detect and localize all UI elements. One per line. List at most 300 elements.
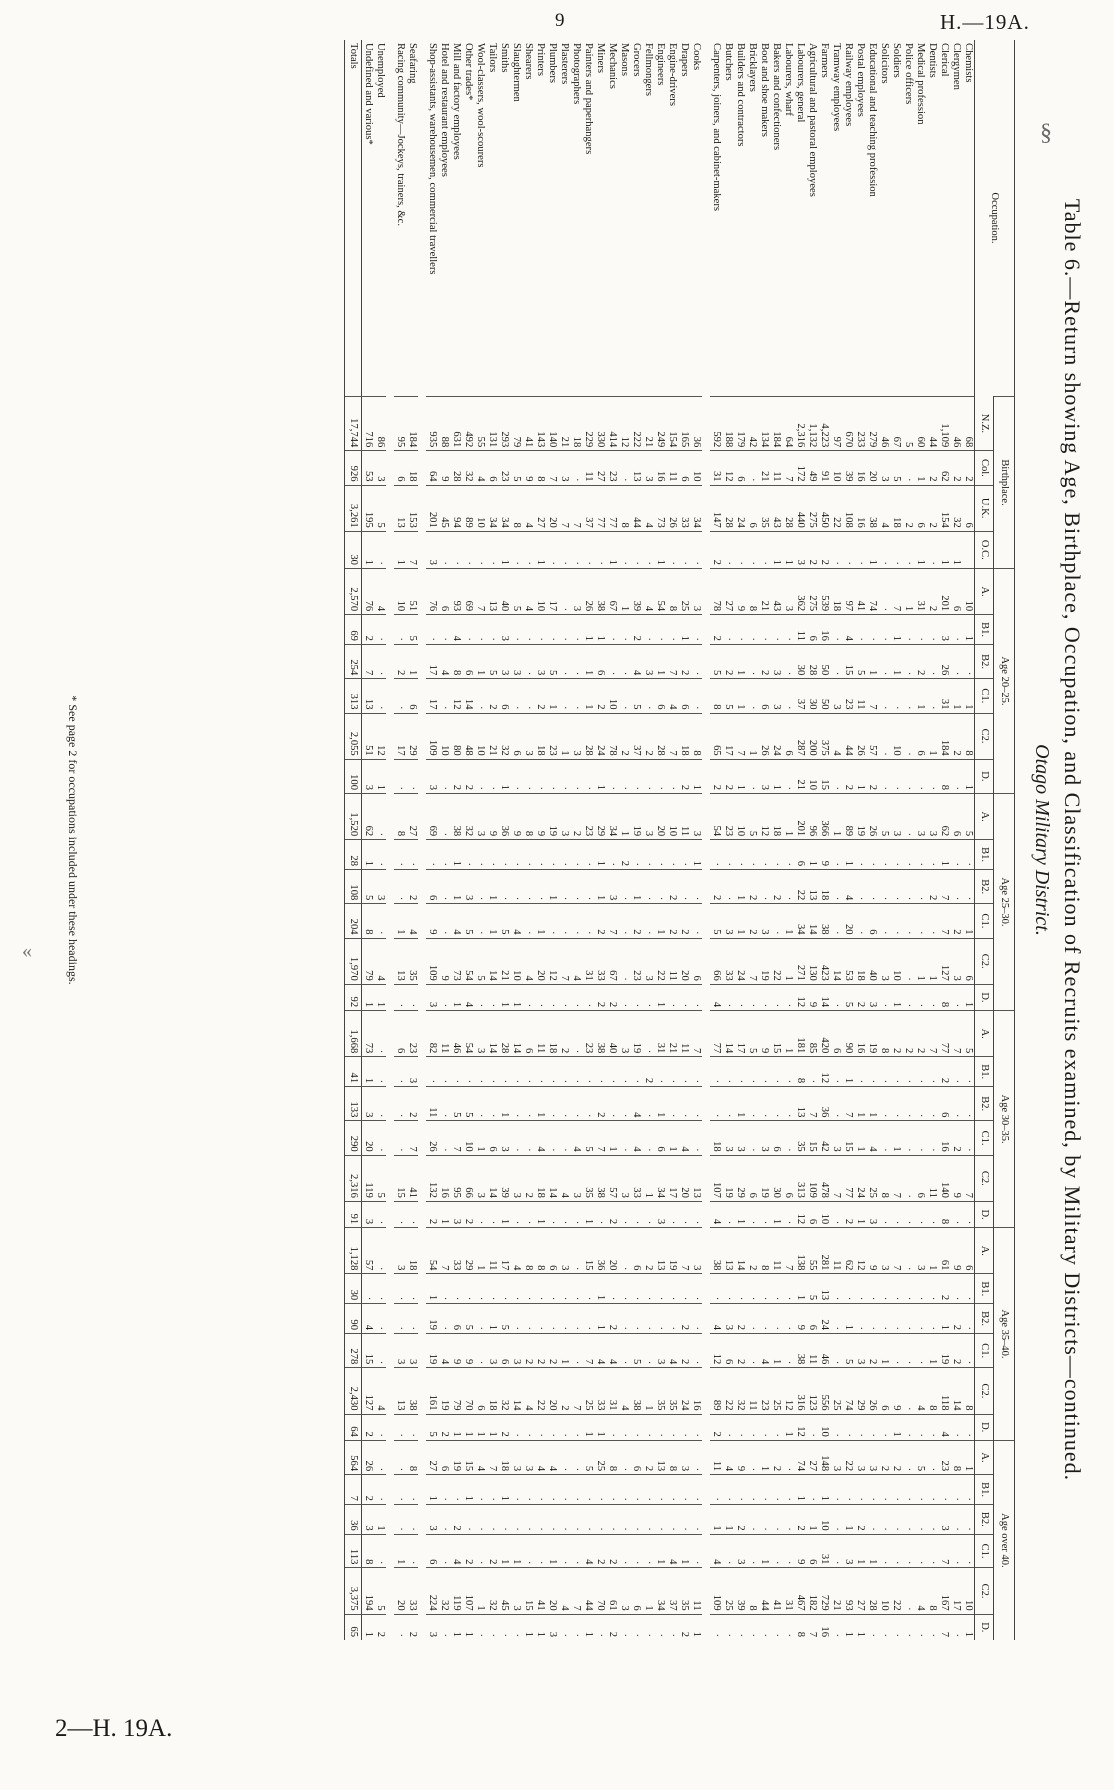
value-cell: 313 bbox=[794, 1155, 806, 1201]
total-cell: 254 bbox=[345, 644, 362, 678]
value-cell: 1 bbox=[690, 1614, 702, 1640]
value-cell: 6 bbox=[866, 904, 878, 938]
value-cell: 13 bbox=[654, 1228, 666, 1274]
value-cell: 3 bbox=[722, 904, 734, 938]
occupation-cell: Clerical bbox=[939, 43, 950, 77]
value-cell: · bbox=[450, 1475, 462, 1505]
value-cell: 5 bbox=[510, 451, 522, 485]
value-cell: 64 bbox=[426, 451, 438, 485]
value-cell: · bbox=[522, 1274, 534, 1304]
value-cell: 6 bbox=[878, 1368, 890, 1414]
value-cell: · bbox=[782, 679, 794, 713]
value-cell: 16 bbox=[854, 485, 866, 531]
occupation-cell: Medical profession bbox=[915, 43, 926, 125]
value-cell: · bbox=[690, 1304, 702, 1334]
value-cell: · bbox=[890, 1475, 902, 1505]
value-cell: · bbox=[666, 1274, 678, 1304]
value-cell: 7 bbox=[890, 568, 902, 614]
value-cell: · bbox=[878, 1057, 890, 1087]
value-cell: 1 bbox=[734, 644, 746, 678]
value-cell: 1 bbox=[854, 1201, 866, 1227]
value-cell: 90 bbox=[842, 1011, 854, 1057]
value-cell: · bbox=[722, 1057, 734, 1087]
value-cell: · bbox=[630, 984, 642, 1010]
value-cell: 9 bbox=[438, 938, 450, 984]
value-cell: · bbox=[642, 1274, 654, 1304]
value-cell: · bbox=[570, 451, 582, 485]
value-cell: 1 bbox=[890, 1414, 902, 1440]
value-cell: 54 bbox=[426, 1228, 438, 1274]
value-cell: 22 bbox=[534, 1368, 546, 1414]
value-cell: 6 bbox=[962, 1228, 975, 1274]
value-cell: · bbox=[830, 984, 842, 1010]
value-cell: 21 bbox=[758, 451, 770, 485]
value-cell: 9 bbox=[890, 1368, 902, 1414]
value-cell: · bbox=[438, 1504, 450, 1534]
value-cell: · bbox=[890, 1534, 902, 1568]
value-cell: 31 bbox=[818, 1534, 830, 1568]
value-cell: 184 bbox=[938, 713, 950, 759]
occupation-header: Occupation. bbox=[975, 40, 1015, 397]
value-cell: 9 bbox=[794, 1534, 806, 1568]
value-cell: 29 bbox=[462, 1228, 474, 1274]
value-cell: 3 bbox=[486, 1334, 498, 1368]
value-cell: · bbox=[546, 984, 558, 1010]
value-cell: · bbox=[902, 1228, 914, 1274]
value-cell: · bbox=[926, 759, 938, 793]
value-cell: 1 bbox=[498, 1475, 510, 1505]
value-cell: · bbox=[902, 870, 914, 904]
value-cell: 1 bbox=[854, 1614, 866, 1640]
total-cell: 1,970 bbox=[345, 938, 362, 984]
value-cell: · bbox=[666, 840, 678, 870]
value-cell: 3 bbox=[758, 759, 770, 793]
value-cell: · bbox=[782, 615, 794, 645]
value-cell: 3 bbox=[758, 904, 770, 938]
total-cell: 2,316 bbox=[345, 1155, 362, 1201]
value-cell: 271 bbox=[794, 938, 806, 984]
value-cell: 5 bbox=[582, 1121, 594, 1155]
table-row bbox=[782, 40, 794, 1640]
value-cell: 11 bbox=[486, 1228, 498, 1274]
value-cell: 3 bbox=[510, 1334, 522, 1368]
value-cell: · bbox=[678, 840, 690, 870]
value-cell: 22 bbox=[654, 938, 666, 984]
value-cell: 2 bbox=[486, 1534, 498, 1568]
value-cell: · bbox=[394, 840, 406, 870]
value-cell: 3 bbox=[362, 759, 375, 793]
value-cell: 2 bbox=[374, 1614, 386, 1640]
value-cell: 5 bbox=[962, 1011, 975, 1057]
value-cell: 3 bbox=[498, 615, 510, 645]
value-cell: · bbox=[902, 1057, 914, 1087]
value-cell: 4 bbox=[666, 679, 678, 713]
value-cell: 184 bbox=[770, 397, 782, 451]
value-cell: 13 bbox=[794, 1087, 806, 1121]
value-cell: 19 bbox=[546, 794, 558, 840]
value-cell: · bbox=[474, 1201, 486, 1227]
occupation-cell: Seafaring bbox=[407, 43, 418, 84]
value-cell: 14 bbox=[950, 1368, 962, 1414]
value-cell: · bbox=[642, 531, 654, 568]
value-cell: · bbox=[950, 840, 962, 870]
value-cell: · bbox=[642, 1201, 654, 1227]
value-cell: 375 bbox=[818, 713, 830, 759]
value-cell: 2 bbox=[678, 1334, 690, 1368]
total-cell: 64 bbox=[345, 1414, 362, 1440]
value-cell: 330 bbox=[594, 397, 606, 451]
total-cell: 28 bbox=[345, 840, 362, 870]
value-cell: · bbox=[510, 1087, 522, 1121]
value-cell: · bbox=[914, 1614, 926, 1640]
value-cell: 4 bbox=[558, 1568, 570, 1614]
value-cell: 7 bbox=[606, 904, 618, 938]
value-cell: 7 bbox=[690, 1011, 702, 1057]
value-cell: 18 bbox=[818, 870, 830, 904]
totals-row bbox=[345, 40, 362, 1640]
value-cell: 67 bbox=[606, 568, 618, 614]
value-cell: 3 bbox=[426, 1504, 438, 1534]
value-cell: · bbox=[558, 679, 570, 713]
value-cell: · bbox=[522, 1121, 534, 1155]
value-cell: 5 bbox=[710, 644, 722, 678]
value-cell: · bbox=[902, 1475, 914, 1505]
value-cell: 4 bbox=[710, 1304, 722, 1334]
class-col-header: C2. bbox=[975, 713, 994, 759]
value-cell: · bbox=[902, 1304, 914, 1334]
value-cell: 19 bbox=[866, 1011, 878, 1057]
value-cell: 6 bbox=[782, 713, 794, 759]
value-cell: 201 bbox=[938, 568, 950, 614]
birthplace-col-header: U.K. bbox=[975, 485, 994, 531]
value-cell: 275 bbox=[806, 568, 818, 614]
value-cell: 118 bbox=[938, 1368, 950, 1414]
value-cell: 2 bbox=[794, 1504, 806, 1534]
value-cell: 2 bbox=[606, 1304, 618, 1334]
value-cell: 2 bbox=[842, 1201, 854, 1227]
value-cell: · bbox=[630, 1201, 642, 1227]
value-cell: 2 bbox=[522, 1334, 534, 1368]
value-cell: · bbox=[830, 1475, 842, 1505]
value-cell: 108 bbox=[842, 485, 854, 531]
value-cell: 8 bbox=[938, 759, 950, 793]
class-col-header: B1. bbox=[975, 840, 994, 870]
value-cell: · bbox=[914, 1121, 926, 1155]
value-cell: · bbox=[462, 1504, 474, 1534]
total-cell: 69 bbox=[345, 615, 362, 645]
value-cell: 5 bbox=[462, 1304, 474, 1334]
value-cell: 1 bbox=[654, 531, 666, 568]
value-cell: · bbox=[758, 1087, 770, 1121]
value-cell: · bbox=[678, 1274, 690, 1304]
occupation-cell: Tramway employees bbox=[831, 43, 842, 132]
value-cell: · bbox=[570, 1475, 582, 1505]
value-cell: 2 bbox=[606, 1201, 618, 1227]
value-cell: · bbox=[666, 1614, 678, 1640]
value-cell: 13 bbox=[806, 870, 818, 904]
row-gap bbox=[702, 40, 710, 1640]
value-cell: 3 bbox=[722, 1304, 734, 1334]
value-cell: 10 bbox=[438, 713, 450, 759]
value-cell: 3 bbox=[722, 1121, 734, 1155]
class-col-header: A. bbox=[975, 794, 994, 840]
value-cell: 32 bbox=[486, 1568, 498, 1614]
value-cell: · bbox=[438, 870, 450, 904]
value-cell: 195 bbox=[362, 485, 375, 531]
value-cell: · bbox=[546, 840, 558, 870]
value-cell: · bbox=[770, 1414, 782, 1440]
value-cell: 1 bbox=[394, 531, 406, 568]
value-cell: · bbox=[642, 1011, 654, 1057]
value-cell: 7 bbox=[594, 1121, 606, 1155]
value-cell: 6 bbox=[962, 485, 975, 531]
value-cell: 62 bbox=[362, 794, 375, 840]
value-cell: 19 bbox=[438, 1368, 450, 1414]
value-cell: · bbox=[438, 840, 450, 870]
value-cell: · bbox=[558, 1201, 570, 1227]
value-cell: · bbox=[782, 1274, 794, 1304]
value-cell: 15 bbox=[362, 1334, 375, 1368]
value-cell: 1 bbox=[450, 870, 462, 904]
value-cell: 60 bbox=[914, 397, 926, 451]
value-cell: 6 bbox=[630, 1568, 642, 1614]
value-cell: 45 bbox=[498, 1568, 510, 1614]
value-cell: 5 bbox=[902, 397, 914, 451]
value-cell: 14 bbox=[830, 938, 842, 984]
value-cell: · bbox=[606, 1274, 618, 1304]
total-cell: 1,520 bbox=[345, 794, 362, 840]
value-cell: · bbox=[474, 1334, 486, 1368]
value-cell: 1 bbox=[806, 840, 818, 870]
value-cell: 19 bbox=[854, 794, 866, 840]
value-cell: 1 bbox=[914, 531, 926, 568]
value-cell: 1 bbox=[962, 904, 975, 938]
value-cell: 14 bbox=[462, 679, 474, 713]
value-cell: 9 bbox=[426, 904, 438, 938]
value-cell: 2 bbox=[462, 1201, 474, 1227]
value-cell: · bbox=[582, 840, 594, 870]
value-cell: 1 bbox=[426, 1475, 438, 1505]
value-cell: · bbox=[406, 1414, 418, 1440]
value-cell: · bbox=[618, 1475, 630, 1505]
value-cell: · bbox=[462, 531, 474, 568]
value-cell: · bbox=[866, 615, 878, 645]
value-cell: 6 bbox=[630, 1228, 642, 1274]
value-cell: · bbox=[806, 1057, 818, 1087]
value-cell: 15 bbox=[842, 644, 854, 678]
value-cell: 1 bbox=[394, 904, 406, 938]
value-cell: 3 bbox=[498, 1121, 510, 1155]
value-cell: · bbox=[582, 1087, 594, 1121]
value-cell: 79 bbox=[362, 938, 375, 984]
value-cell: 3 bbox=[926, 794, 938, 840]
value-cell: 109 bbox=[426, 713, 438, 759]
value-cell: 1 bbox=[618, 794, 630, 840]
value-cell: 1 bbox=[782, 794, 794, 840]
value-cell: · bbox=[462, 615, 474, 645]
value-cell: · bbox=[570, 1274, 582, 1304]
value-cell: 18 bbox=[890, 485, 902, 531]
value-cell: 716 bbox=[362, 397, 375, 451]
value-cell: 4 bbox=[522, 1368, 534, 1414]
value-cell: · bbox=[890, 1274, 902, 1304]
class-col-header: D. bbox=[975, 1614, 994, 1640]
value-cell: 3 bbox=[406, 1057, 418, 1087]
value-cell: 12 bbox=[546, 938, 558, 984]
value-cell: 23 bbox=[498, 451, 510, 485]
value-cell: · bbox=[618, 1414, 630, 1440]
value-cell: · bbox=[570, 615, 582, 645]
occupation-cell: Labourers, general bbox=[795, 43, 806, 123]
value-cell: · bbox=[938, 1475, 950, 1505]
value-cell: · bbox=[722, 1534, 734, 1568]
value-cell: · bbox=[374, 904, 386, 938]
value-cell: 7 bbox=[734, 713, 746, 759]
value-cell: 4 bbox=[406, 904, 418, 938]
class-col-header: C1. bbox=[975, 679, 994, 713]
value-cell: · bbox=[438, 1614, 450, 1640]
value-cell: 29 bbox=[406, 713, 418, 759]
value-cell: 2 bbox=[770, 1440, 782, 1474]
table-row bbox=[582, 40, 594, 1640]
value-cell: 37 bbox=[666, 1568, 678, 1614]
table-row bbox=[522, 40, 534, 1640]
value-cell: 6 bbox=[914, 1155, 926, 1201]
value-cell: 3 bbox=[854, 1440, 866, 1474]
value-cell: 50 bbox=[818, 644, 830, 678]
total-cell: 564 bbox=[345, 1440, 362, 1474]
total-cell: 926 bbox=[345, 451, 362, 485]
value-cell: 3 bbox=[642, 938, 654, 984]
value-cell: · bbox=[522, 1057, 534, 1087]
value-cell: 3 bbox=[690, 568, 702, 614]
value-cell: 28 bbox=[498, 1011, 510, 1057]
value-cell: · bbox=[758, 1304, 770, 1334]
value-cell: 5 bbox=[374, 485, 386, 531]
value-cell: 37 bbox=[794, 679, 806, 713]
value-cell: 77 bbox=[710, 1011, 722, 1057]
value-cell: 279 bbox=[866, 397, 878, 451]
value-cell: 5 bbox=[546, 644, 558, 678]
value-cell: 153 bbox=[406, 485, 418, 531]
value-cell: · bbox=[890, 840, 902, 870]
value-cell: 35 bbox=[654, 1368, 666, 1414]
value-cell: 1 bbox=[710, 1504, 722, 1534]
value-cell: · bbox=[438, 1121, 450, 1155]
value-cell: 127 bbox=[362, 1368, 375, 1414]
value-cell: · bbox=[406, 1274, 418, 1304]
value-cell: 57 bbox=[866, 713, 878, 759]
value-cell: 1 bbox=[914, 451, 926, 485]
value-cell: 4 bbox=[642, 485, 654, 531]
value-cell: 2 bbox=[902, 1011, 914, 1057]
value-cell: 14 bbox=[510, 1368, 522, 1414]
value-cell: · bbox=[690, 1274, 702, 1304]
value-cell: · bbox=[878, 870, 890, 904]
value-cell: · bbox=[890, 531, 902, 568]
value-cell: · bbox=[534, 1414, 546, 1440]
value-cell: · bbox=[770, 1274, 782, 1304]
occupation-cell: Slaughtermen bbox=[511, 43, 522, 102]
value-cell: 8 bbox=[950, 1440, 962, 1474]
value-cell: · bbox=[962, 1304, 975, 1334]
value-cell: 1 bbox=[534, 904, 546, 938]
value-cell: 10 bbox=[818, 1414, 830, 1440]
value-cell: · bbox=[678, 1201, 690, 1227]
value-cell: · bbox=[758, 1201, 770, 1227]
value-cell: 38 bbox=[818, 904, 830, 938]
value-cell: 9 bbox=[806, 984, 818, 1010]
class-col-header: C2. bbox=[975, 938, 994, 984]
total-cell: 65 bbox=[345, 1614, 362, 1640]
value-cell: 4 bbox=[914, 1368, 926, 1414]
value-cell: 44 bbox=[926, 397, 938, 451]
total-cell: 30 bbox=[345, 531, 362, 568]
value-cell: 188 bbox=[722, 397, 734, 451]
value-cell: 1 bbox=[406, 644, 418, 678]
value-cell: · bbox=[558, 531, 570, 568]
value-cell: 2 bbox=[594, 984, 606, 1010]
value-cell: · bbox=[854, 1414, 866, 1440]
value-cell: 1 bbox=[474, 644, 486, 678]
value-cell: 148 bbox=[818, 1440, 830, 1474]
value-cell: · bbox=[534, 840, 546, 870]
value-cell: 13 bbox=[818, 1274, 830, 1304]
value-cell: · bbox=[914, 840, 926, 870]
value-cell: 5 bbox=[498, 1304, 510, 1334]
value-cell: · bbox=[962, 1534, 975, 1568]
value-cell: 20 bbox=[546, 1568, 558, 1614]
value-cell: 3 bbox=[690, 794, 702, 840]
value-cell: 9 bbox=[950, 1228, 962, 1274]
value-cell: 38 bbox=[594, 1155, 606, 1201]
value-cell: 38 bbox=[710, 1228, 722, 1274]
value-cell: · bbox=[394, 1440, 406, 1474]
value-cell: · bbox=[618, 1121, 630, 1155]
value-cell: · bbox=[854, 615, 866, 645]
value-cell: 91 bbox=[818, 451, 830, 485]
value-cell: 2 bbox=[746, 1228, 758, 1274]
value-cell: · bbox=[950, 1614, 962, 1640]
value-cell: · bbox=[950, 1504, 962, 1534]
value-cell: · bbox=[902, 1614, 914, 1640]
total-cell: 290 bbox=[345, 1121, 362, 1155]
value-cell: 6 bbox=[426, 1534, 438, 1568]
value-cell: 86 bbox=[374, 397, 386, 451]
value-cell: 147 bbox=[710, 485, 722, 531]
value-cell: · bbox=[618, 1057, 630, 1087]
value-cell: · bbox=[926, 1304, 938, 1334]
value-cell: 61 bbox=[938, 1228, 950, 1274]
age-group-header: Age over 40. bbox=[994, 1440, 1015, 1640]
value-cell: · bbox=[770, 1304, 782, 1334]
value-cell: 39 bbox=[630, 568, 642, 614]
value-cell: 362 bbox=[794, 568, 806, 614]
value-cell: 21 bbox=[758, 568, 770, 614]
value-cell: 165 bbox=[678, 397, 690, 451]
value-cell: 7 bbox=[406, 1121, 418, 1155]
value-cell: · bbox=[374, 615, 386, 645]
value-cell: 11 bbox=[666, 451, 678, 485]
value-cell: 54 bbox=[654, 568, 666, 614]
value-cell: 1 bbox=[486, 1414, 498, 1440]
value-cell: 2 bbox=[462, 759, 474, 793]
total-cell: 100 bbox=[345, 759, 362, 793]
value-cell: · bbox=[770, 1504, 782, 1534]
value-cell: 14 bbox=[734, 1228, 746, 1274]
value-cell: 130 bbox=[806, 938, 818, 984]
value-cell: 293 bbox=[498, 397, 510, 451]
